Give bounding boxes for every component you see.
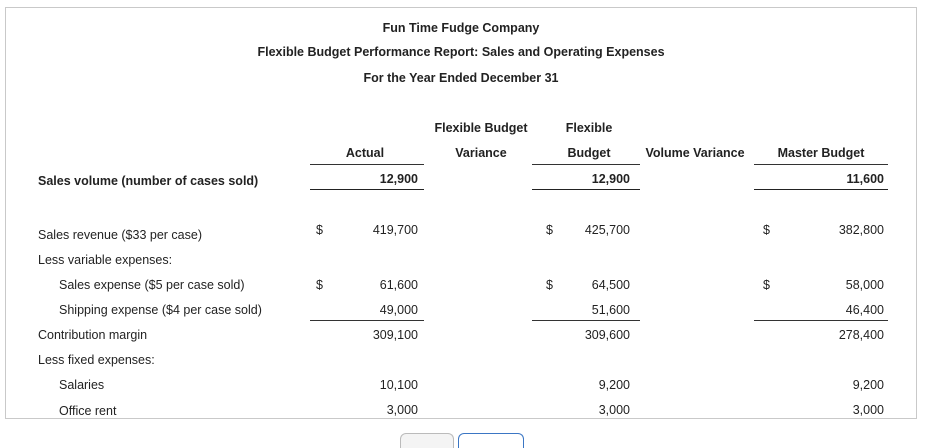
volume-rule-master xyxy=(754,189,888,190)
sales-expense-actual: 61,600 xyxy=(379,278,418,292)
row-label-office-rent: Office rent xyxy=(59,404,117,418)
contribution-margin-actual: 309,100 xyxy=(372,328,418,342)
sales-expense-master: 58,000 xyxy=(845,278,884,292)
report-title: Flexible Budget Performance Report: Sales and Operating Expenses xyxy=(257,45,665,59)
currency-symbol: $ xyxy=(763,223,770,237)
header-rule-flexible xyxy=(532,164,640,165)
volume-rule-actual xyxy=(310,189,424,190)
office-rent-flexible: 3,000 xyxy=(598,403,630,417)
row-label-shipping-expense: Shipping expense ($4 per case sold) xyxy=(59,303,262,317)
volume-actual: 12,900 xyxy=(379,172,418,186)
shipping-expense-actual: 49,000 xyxy=(379,303,418,317)
report-period: For the Year Ended December 31 xyxy=(363,71,559,85)
salaries-master: 9,200 xyxy=(852,378,884,392)
currency-symbol: $ xyxy=(546,223,553,237)
sales-expense-flexible: 64,500 xyxy=(591,278,630,292)
volume-rule-flexible xyxy=(532,189,640,190)
volume-label: Sales volume (number of cases sold) xyxy=(38,174,259,188)
sales-revenue-flexible: 425,700 xyxy=(584,223,630,237)
shipping-expense-flexible: 51,600 xyxy=(591,303,630,317)
volume-flexible: 12,900 xyxy=(591,172,630,186)
col-header-fb-variance-line2: Variance xyxy=(455,146,507,160)
primary-button[interactable] xyxy=(458,433,524,448)
subtotal-rule-actual xyxy=(310,320,424,321)
col-header-master: Master Budget xyxy=(777,146,865,160)
row-label-sales-revenue: Sales revenue ($33 per case) xyxy=(38,228,202,242)
currency-symbol: $ xyxy=(316,223,323,237)
currency-symbol: $ xyxy=(546,278,553,292)
salaries-flexible: 9,200 xyxy=(598,378,630,392)
subtotal-rule-flexible xyxy=(532,320,640,321)
row-label-less-variable: Less variable expenses: xyxy=(38,253,173,267)
row-label-contribution-margin: Contribution margin xyxy=(38,328,148,342)
row-label-salaries: Salaries xyxy=(59,378,105,392)
company-name: Fun Time Fudge Company xyxy=(382,21,540,35)
col-header-flexible-line1: Flexible xyxy=(565,121,613,135)
contribution-margin-master: 278,400 xyxy=(838,328,884,342)
salaries-actual: 10,100 xyxy=(379,378,418,392)
volume-master: 11,600 xyxy=(846,172,884,186)
header-rule-master xyxy=(754,164,888,165)
shipping-expense-master: 46,400 xyxy=(845,303,884,317)
currency-symbol: $ xyxy=(763,278,770,292)
secondary-button[interactable] xyxy=(400,433,454,448)
col-header-volume-variance: Volume Variance xyxy=(645,146,745,160)
row-label-sales-expense: Sales expense ($5 per case sold) xyxy=(59,278,245,292)
currency-symbol: $ xyxy=(316,278,323,292)
col-header-flexible-line2: Budget xyxy=(567,146,611,160)
contribution-margin-flexible: 309,600 xyxy=(584,328,630,342)
col-header-fb-variance-line1: Flexible Budget xyxy=(434,121,528,135)
subtotal-rule-master xyxy=(754,320,888,321)
header-rule-actual xyxy=(310,164,424,165)
sales-revenue-master: 382,800 xyxy=(838,223,884,237)
office-rent-actual: 3,000 xyxy=(386,403,418,417)
office-rent-master: 3,000 xyxy=(852,403,884,417)
col-header-actual: Actual xyxy=(345,146,385,160)
row-label-less-fixed: Less fixed expenses: xyxy=(38,353,155,367)
sales-revenue-actual: 419,700 xyxy=(372,223,418,237)
